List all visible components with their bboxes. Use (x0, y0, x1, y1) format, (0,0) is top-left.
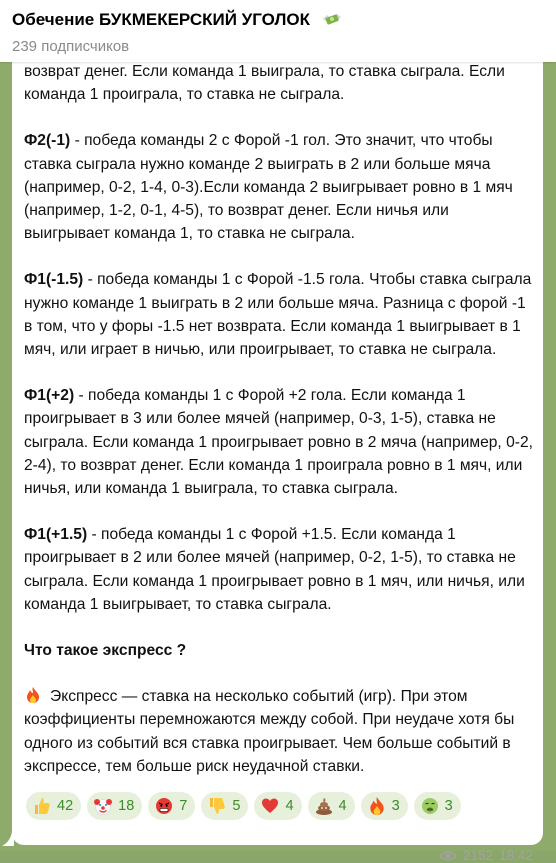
handicap-label-f2-minus1: Ф2(-1) (24, 132, 71, 150)
reaction-poop[interactable] (308, 792, 355, 820)
paragraph-6-text: Экспресс — ставка на несколько событий (игр). При этом коэффициенты перемножаются между собой. При неудаче хотя бы одного из событий вся ставка проигрывает. Чем больше событий в экспрессе, тем больше риск неудачной ставки. (24, 688, 515, 775)
handicap-label-f1-plus2: Ф1(+2) (24, 387, 75, 405)
reaction-angry[interactable] (148, 792, 195, 820)
channel-title-text: Обечение БУКМЕКЕРСКИЙ УГОЛОК (12, 10, 310, 29)
reaction-thumbs-up[interactable] (26, 792, 81, 820)
reaction-count: 42 (57, 798, 74, 814)
thumbs-up-icon (32, 796, 52, 816)
clown-face-icon (93, 796, 113, 816)
eye-icon (439, 850, 457, 862)
message-bubble[interactable] (12, 40, 543, 863)
reaction-count: 5 (232, 798, 241, 814)
fire-icon (24, 686, 42, 704)
message-meta (439, 848, 533, 863)
message-time: 18:42 (499, 848, 533, 863)
paragraph-1 (24, 129, 534, 245)
reaction-count: 4 (338, 798, 347, 814)
reaction-nauseated[interactable] (414, 792, 461, 820)
express-heading: Что такое экспресс ? (24, 642, 187, 660)
thumbs-down-icon (207, 796, 227, 816)
reaction-count: 7 (179, 798, 188, 814)
handicap-label-f1-plus1-5: Ф1(+1.5) (24, 526, 88, 544)
handicap-label-f1-minus1-5: Ф1(-1.5) (24, 271, 84, 289)
angry-face-icon (154, 796, 174, 816)
money-with-wings-icon (321, 10, 343, 28)
channel-header[interactable] (0, 0, 556, 62)
paragraph-5 (24, 639, 534, 662)
view-count: 2152 (463, 848, 494, 863)
paragraph-1-text: - победа команды 2 с Форой -1 гол. Это значит, что чтобы ставка сыграла нужно команде 2 выиграть в 2 или больше мяча (например, 0-2, 1-4, 0-3).Если команда 2 выигрывает ровно в 1 мяч (например, 1-2, 0-1, 4-5), то возврат денег. Если ничья или выигрывает команда 1, то ставка не сыграла. (24, 132, 513, 243)
fire-icon (367, 796, 387, 816)
paragraph-2 (24, 268, 534, 361)
reaction-fire[interactable] (361, 792, 408, 820)
subscriber-count: 239 подписчиков (12, 38, 130, 55)
reaction-thumbs-down[interactable] (201, 792, 248, 820)
nauseated-face-icon (420, 796, 440, 816)
reaction-heart[interactable] (254, 792, 301, 820)
paragraph-2-text: - победа команды 1 с Форой -1.5 гола. Чтобы ставка сыграла нужно команде 1 выиграть в 2 или больше мяча. Разница с форой -1 в том, что у форы -1.5 нет возврата. Если команда 1 выигрывает в 1 мяч, или играет в ничью, или проигрывает, то ставка не сыграла. (24, 271, 532, 359)
poop-icon (314, 796, 334, 816)
paragraph-0: возврат денег. Если команда 1 выиграла, то ставка сыграла. Если команда 1 проиграла, то ставка не сыграла. (24, 63, 505, 104)
reaction-count: 4 (285, 798, 294, 814)
reactions-bar (26, 792, 461, 820)
paragraph-4 (24, 523, 534, 616)
reaction-count: 3 (444, 798, 453, 814)
paragraph-4-text: - победа команды 1 с Форой +1.5. Если команда 1 проигрывает в 2 или более мячей (например, 0-2, 1-5), то ставка не сыграла. Если команда 1 проигрывает ровно в 1 мяч, или ничья, или команда 1 выигрывает, то ставка сыграла. (24, 526, 525, 613)
paragraph-3-text: - победа команды 1 с Форой +2 гола. Если команда 1 проигрывает в 3 или более мячей (например, 0-3, 1-5), ставка не сыграла. Если команда 1 проигрывает ровно в 2 мяча (например, 0-2, 2-4), то возврат денег. Если команда 1 проиграла ровно в 1 мяч, или ничья, или команда 1 выиграла, то ставка сыграла. (24, 387, 533, 498)
reaction-count: 3 (391, 798, 400, 814)
paragraph-3 (24, 384, 534, 500)
heart-icon (260, 796, 280, 816)
reaction-count: 18 (118, 798, 135, 814)
reaction-clown[interactable] (87, 792, 142, 820)
paragraph-6 (24, 685, 534, 778)
channel-title (12, 10, 343, 30)
message-text (24, 60, 534, 801)
